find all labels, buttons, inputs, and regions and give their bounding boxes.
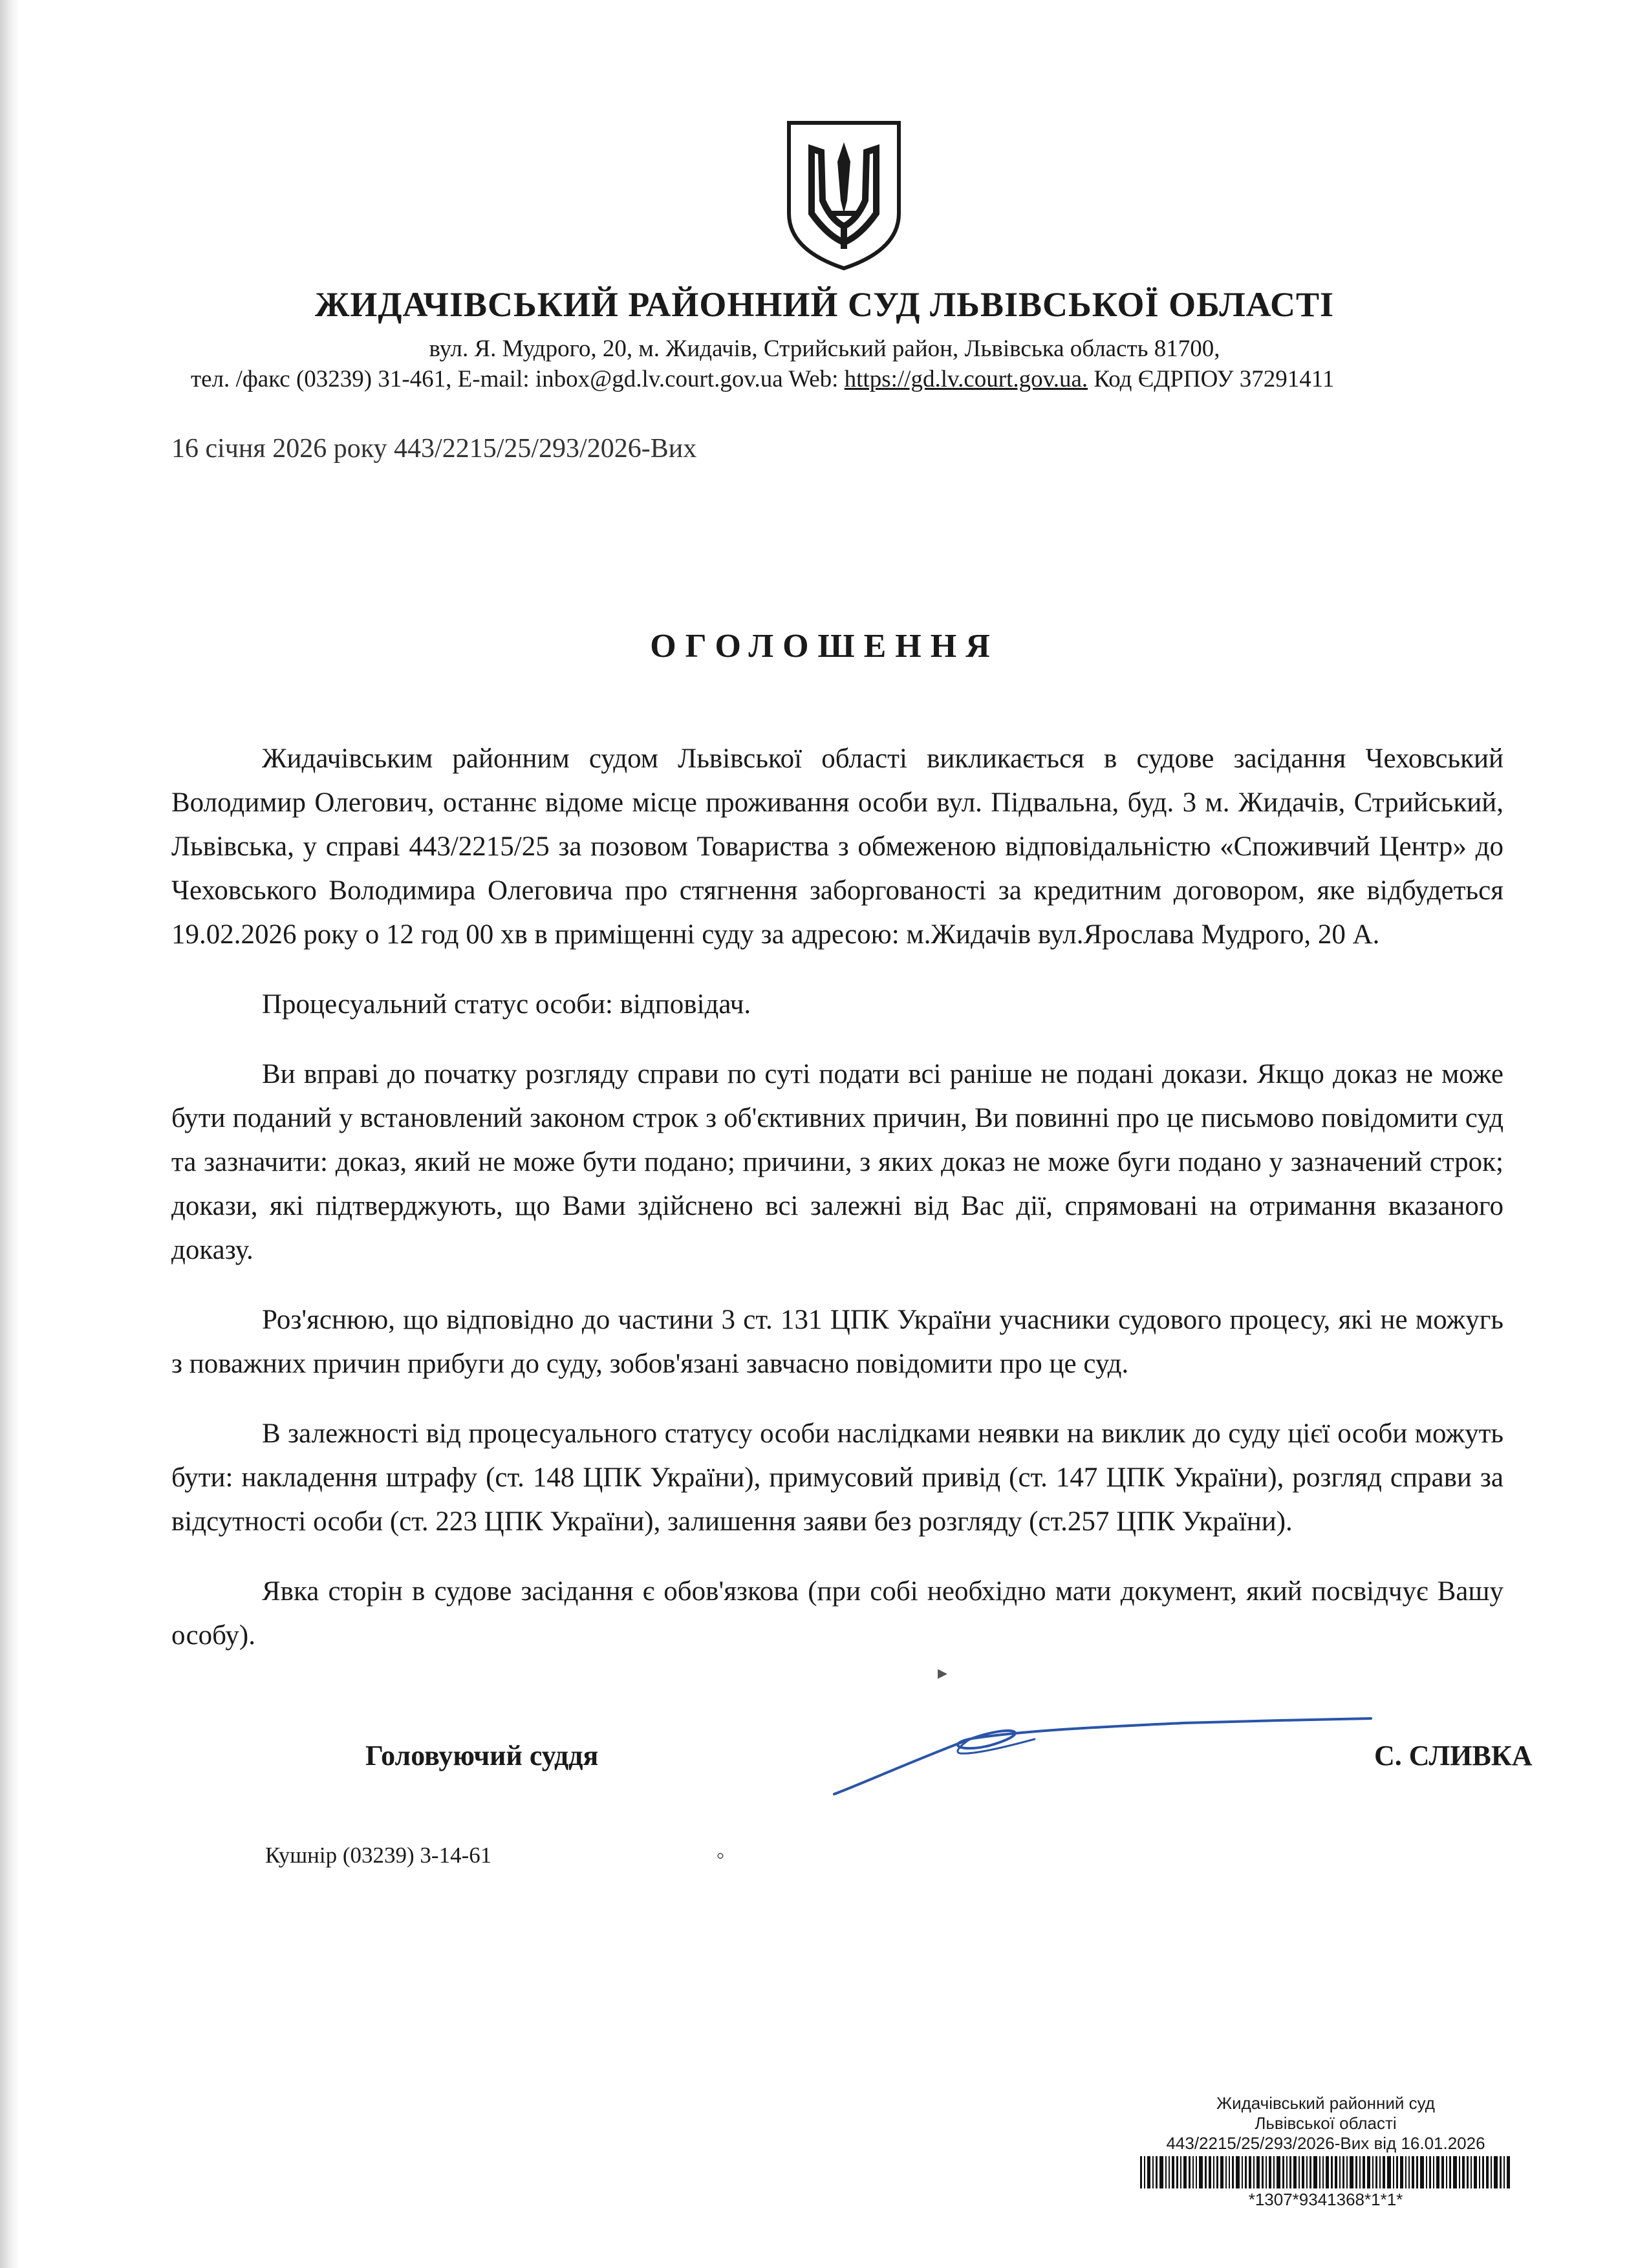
barcode-bar: [1507, 2156, 1510, 2188]
registration-stamp: [1061, 2093, 1591, 2210]
barcode-bar: [1306, 2156, 1308, 2188]
barcode-bar: [1375, 2156, 1377, 2188]
barcode-bar: [1289, 2156, 1291, 2188]
barcode-bar: [1216, 2156, 1218, 2188]
judge-signature: [821, 1707, 1377, 1804]
barcode-bar: [1331, 2156, 1333, 2188]
barcode-bar: [1453, 2156, 1457, 2188]
barcode-bar: [1319, 2156, 1320, 2188]
barcode-bar: [1335, 2156, 1337, 2188]
barcode-bar: [1412, 2156, 1414, 2188]
barcode-bar: [1408, 2156, 1410, 2188]
barcode-bar: [1169, 2156, 1170, 2188]
trident-emblem-icon: [776, 116, 912, 272]
barcode-bar: [1494, 2156, 1498, 2188]
barcode-bar: [1342, 2156, 1344, 2188]
paragraph-attendance: Явка сторін в судове засідання є обов'язкова (при собі необхідно мати документ, який посвідчує Вашу особу).: [171, 1576, 1503, 1651]
barcode-text: *1307*9341368*1*1*: [1248, 2190, 1403, 2209]
barcode-bar: [1482, 2156, 1484, 2188]
barcode-bar: [1383, 2156, 1385, 2188]
barcode-bar: [1387, 2156, 1391, 2188]
barcode-bar: [1420, 2156, 1424, 2188]
barcode-bar: [1156, 2156, 1158, 2188]
barcode-bar: [1229, 2156, 1230, 2188]
barcode-bar: [1249, 2156, 1251, 2188]
barcode-bar: [1262, 2156, 1264, 2188]
barcode-bar: [1152, 2156, 1154, 2188]
stamp-reference: 443/2215/25/293/2026-Вих від 16.01.2026: [1166, 2134, 1485, 2153]
paragraph-evidence: Ви вправі до початку розгляду справи по суті подати всі раніше не подані докази. Якщо доказ не може бути поданий у встановлений законом строк з об'єктивних причин, Ви повинні про це письмово повідомити суд та зазначити: доказ, який не може бути подано; причини, з яких доказ не може буги подано у зазначений строк; докази, які підтверджують, що Вами здійснено всі залежні від Вас дії, спрямовані на отримання вказаного доказу.: [171, 1059, 1503, 1265]
barcode-bar: [1379, 2156, 1381, 2188]
court-address: вул. Я. Мудрого, 20, м. Жидачів, Стрийський район, Львівська область 81700,: [429, 336, 1220, 362]
barcode-bar: [1269, 2156, 1271, 2188]
barcode-bar: [1459, 2156, 1460, 2188]
outgoing-reference: 16 січня 2026 року 443/2215/25/293/2026-Вих: [171, 434, 697, 464]
barcode-bar: [1192, 2156, 1194, 2188]
barcode-bar: [1225, 2156, 1227, 2188]
barcode-bar: [1429, 2156, 1431, 2188]
barcode-bar: [1140, 2156, 1142, 2188]
barcode-bar: [1433, 2156, 1434, 2188]
barcode-bar: [1363, 2156, 1365, 2188]
barcode-bar: [1213, 2156, 1214, 2188]
barcode-bar: [1256, 2156, 1260, 2188]
barcode-bar: [1486, 2156, 1489, 2188]
barcode-bar: [1474, 2156, 1477, 2188]
barcode-bar: [1326, 2156, 1329, 2188]
barcode-bar: [1436, 2156, 1439, 2188]
barcode-bar: [1471, 2156, 1472, 2188]
contacts-prefix: тел. /факс (03239) 31-461, E-mail: inbox@gd.lv.court.gov.ua Web:: [191, 366, 845, 392]
barcode-bar: [1322, 2156, 1324, 2188]
barcode-bar: [1220, 2156, 1223, 2188]
barcode-bar: [1449, 2156, 1451, 2188]
paragraph-notice: Роз'яснюю, що відповідно до частини 3 ст. 131 ЦПК України учасники судового процесу, які не можугь з поважних причин прибуги до суду, зобов'язані завчасно повідомити про це суд.: [171, 1305, 1503, 1379]
barcode-bar: [1205, 2156, 1207, 2188]
barcode-bar: [1503, 2156, 1505, 2188]
barcode-bar: [1310, 2156, 1311, 2188]
barcode-bar: [1245, 2156, 1247, 2188]
barcode-bar: [1293, 2156, 1297, 2188]
barcode-bar: [1273, 2156, 1275, 2188]
barcode-bar: [1441, 2156, 1444, 2188]
barcode-bar: [1286, 2156, 1288, 2188]
barcode-bar: [1446, 2156, 1447, 2188]
barcode-bar: [1416, 2156, 1418, 2188]
barcode-bar: [1350, 2156, 1353, 2188]
barcode-bar: [1500, 2156, 1502, 2188]
barcode-bar: [1372, 2156, 1374, 2188]
barcode-bar: [1147, 2156, 1150, 2188]
barcode-bar: [1302, 2156, 1304, 2188]
court-contacts: [191, 365, 1334, 393]
executor-contact: Кушнір (03239) 3-14-61: [265, 1843, 492, 1868]
barcode-bar: [1299, 2156, 1300, 2188]
barcode-bar: [1266, 2156, 1267, 2188]
barcode-bar: [1189, 2156, 1191, 2188]
barcode-bar: [1367, 2156, 1370, 2188]
barcode-bar: [1346, 2156, 1348, 2188]
scan-speck: ▸: [938, 1662, 948, 1684]
announcement-body: [171, 737, 1503, 1684]
barcode-bar: [1426, 2156, 1427, 2188]
barcode-bar: [1242, 2156, 1243, 2188]
barcode-bar: [1196, 2156, 1197, 2188]
paragraph-status: Процесуальний статус особи: відповідач.: [262, 989, 751, 1020]
barcode-bar: [1209, 2156, 1211, 2188]
barcode-bar: [1355, 2156, 1357, 2188]
barcode-bar: [1313, 2156, 1317, 2188]
barcode-bar: [1400, 2156, 1403, 2188]
barcode-bar: [1339, 2156, 1341, 2188]
barcode-bar: [1183, 2156, 1187, 2188]
barcode-bar: [1159, 2156, 1163, 2188]
court-website-link[interactable]: https://gd.lv.court.gov.ua.: [844, 366, 1088, 392]
barcode-bar: [1232, 2156, 1234, 2188]
barcode-bar: [1172, 2156, 1174, 2188]
court-name: ЖИДАЧІВСЬКИЙ РАЙОННИЙ СУД ЛЬВІВСЬКОЇ ОБЛАСТІ: [314, 285, 1334, 324]
barcode-bar: [1396, 2156, 1398, 2188]
barcode-bar: [1359, 2156, 1361, 2188]
barcode-bar: [1144, 2156, 1145, 2188]
barcode-bar: [1236, 2156, 1240, 2188]
barcode-bar: [1165, 2156, 1167, 2188]
document-title: ОГОЛОШЕННЯ: [650, 628, 999, 665]
barcode-bar: [1253, 2156, 1255, 2188]
stamp-region: Львівської області: [1255, 2113, 1397, 2133]
barcode-bar: [1491, 2156, 1492, 2188]
paragraph-consequences: В залежності від процесуального статусу особи наслідками неявки на виклик до суду цієї особи можуть бути: накладення штрафу (ст. 148 ЦПК України), примусовий привід (ст. 147 ЦПК України), розгляд справи за відсутності особи (ст. 223 ЦПК України), залишення заяви без розгляду (ст.257 ЦПК України).: [171, 1418, 1503, 1537]
barcode-bar: [1176, 2156, 1178, 2188]
barcode-bar: [1479, 2156, 1480, 2188]
contacts-suffix: Код ЄДРПОУ 37291411: [1088, 366, 1335, 392]
barcode-bar: [1393, 2156, 1394, 2188]
barcode-bar: [1180, 2156, 1181, 2188]
barcode-bar: [1405, 2156, 1406, 2188]
barcode-bar: [1467, 2156, 1469, 2188]
barcode-bar: [1282, 2156, 1284, 2188]
barcode-bar: [1277, 2156, 1280, 2188]
barcode-bar: [1462, 2156, 1465, 2188]
barcode-bar: [1199, 2156, 1203, 2188]
stamp-court: Жидачівський районний суд: [1216, 2093, 1435, 2113]
judge-title: Головуючий суддя: [365, 1740, 599, 1771]
judge-name: С. СЛИВКА: [1374, 1740, 1533, 1771]
barcode: [1061, 2156, 1591, 2188]
scan-speck: °: [717, 1849, 724, 1870]
paragraph-summons: Жидачівським районним судом Львівської області викликається в судове засідання Чеховський Володимир Олегович, останнє відоме місце проживання особи вул. Підвальна, буд. 3 м. Жидачів, Стрийський, Львівська, у справі 443/2215/25 за позовом Товариства з обмеженою відповідальністю «Споживчий Центр» до Чеховського Володимира Олеговича про стягнення заборгованості за кредитним договором, яке відбудеться 19.02.2026 року о 12 год 00 хв в приміщенні суду за адресою: м.Жидачів вул.Ярослава Мудрого, 20 А.: [171, 744, 1503, 950]
